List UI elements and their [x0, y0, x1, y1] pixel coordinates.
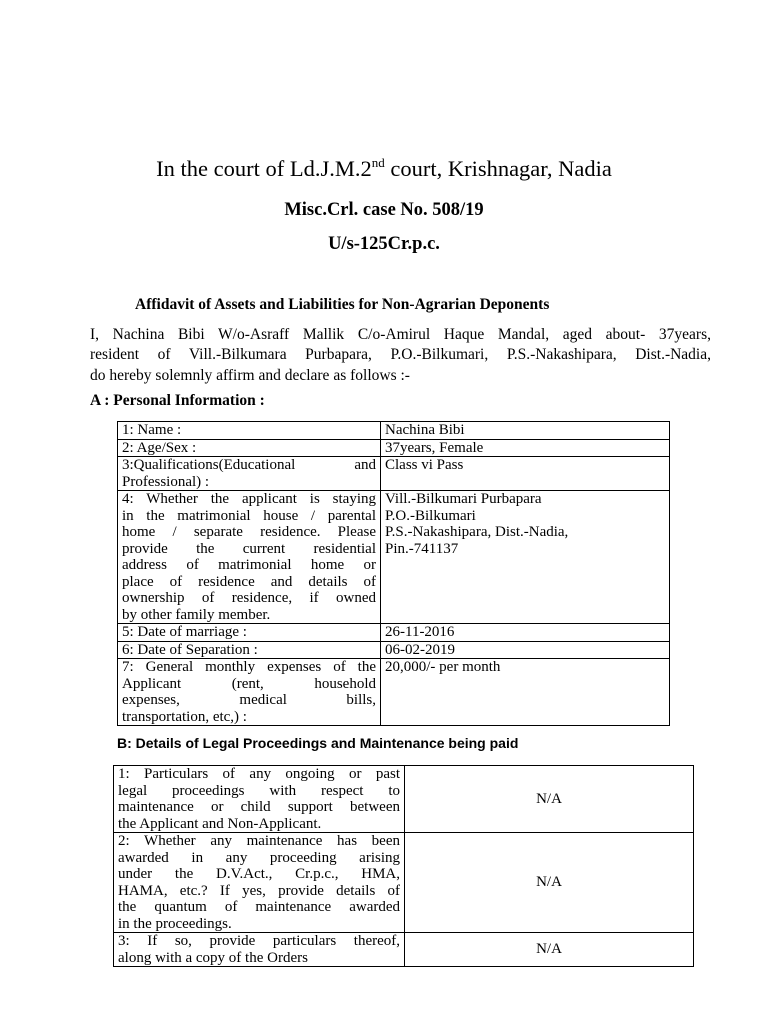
row-value-cell: [405, 833, 694, 933]
row-value: N/A: [536, 874, 562, 891]
row-label-line: legal proceedings with respect to: [118, 782, 400, 799]
row-value-line: Vill.-Bilkumari Purbapara: [385, 491, 542, 507]
row-label-cell: [118, 624, 381, 642]
row-label-cell: [118, 457, 381, 491]
row-label-line: the Applicant and Non-Applicant.: [118, 815, 322, 832]
row-label-cell: [118, 641, 381, 659]
row-label-line: 1: Particulars of any ongoing or past: [118, 766, 400, 782]
intro-line: resident of Vill.-Bilkumara Purbapara, P.O.-Bilkumari, P.S.-Nakashipara, Dist.-Nadia,: [90, 346, 711, 364]
row-label-cell: [114, 766, 405, 833]
row-label-line: expenses, medical bills,: [122, 692, 376, 708]
row-label-line: HAMA, etc.? If yes, provide details of: [118, 882, 400, 899]
row-value-cell: [381, 659, 670, 726]
row-value-line: 37years, Female: [385, 439, 484, 456]
intro-line: I, Nachina Bibi W/o-Asraff Mallik C/o-Amirul Haque Mandal, aged about- 37years,: [90, 326, 711, 343]
row-label-cell: [114, 833, 405, 933]
row-label-line: Applicant (rent, household: [122, 675, 376, 692]
row-value: N/A: [536, 790, 562, 807]
row-label-line: awarded in any proceeding arising: [118, 849, 400, 866]
table-row: [114, 933, 694, 967]
row-value-line: 26-11-2016: [385, 624, 455, 640]
row-label-line: 4: Whether the applicant is staying: [122, 491, 376, 507]
row-label-line: provide the current residential: [122, 540, 376, 557]
row-value-line: 06-02-2019: [385, 641, 455, 658]
table-row: [118, 422, 670, 440]
row-value-cell: [381, 624, 670, 642]
section-a-heading: A : Personal Information :: [90, 392, 265, 409]
row-label-line: 2: Whether any maintenance has been: [118, 833, 400, 849]
row-label-line: in the proceedings.: [118, 915, 232, 932]
court-title-pre: In the court of Ld.J.M.2: [156, 156, 372, 181]
table-row: [114, 766, 694, 833]
section-reference: U/s-125Cr.p.c.: [328, 234, 440, 254]
intro-paragraph: [90, 325, 711, 386]
row-value-cell: [381, 439, 670, 457]
row-label-line: home / separate residence. Please: [122, 524, 376, 540]
court-title: [0, 156, 768, 182]
table-row: [114, 833, 694, 933]
row-label-line: 5: Date of marriage :: [122, 624, 247, 640]
row-value-cell: [405, 933, 694, 967]
table-row: [118, 641, 670, 659]
row-value-cell: [381, 457, 670, 491]
table-row: [118, 491, 670, 624]
row-label-line: along with a copy of the Orders: [118, 949, 308, 966]
row-label-line: in the matrimonial house / parental: [122, 507, 376, 524]
section-b-heading: B: Details of Legal Proceedings and Maintenance being paid: [117, 735, 519, 751]
row-label-line: the quantum of maintenance awarded: [118, 899, 400, 915]
row-label-line: address of matrimonial home or: [122, 557, 376, 573]
row-value-cell: [381, 491, 670, 624]
row-label-line: 3:Qualifications(Educational and: [122, 457, 376, 473]
row-label-cell: [118, 439, 381, 457]
row-value-cell: [405, 766, 694, 833]
row-value-line: 20,000/- per month: [385, 659, 501, 675]
row-label-line: place of residence and details of: [122, 573, 376, 590]
legal-proceedings-table: [113, 765, 694, 967]
row-label-line: maintenance or child support between: [118, 799, 400, 815]
row-label-line: 6: Date of Separation :: [122, 641, 258, 658]
row-label-line: transportation, etc,) :: [122, 708, 247, 725]
row-label-line: by other family member.: [122, 606, 271, 623]
row-value-line: Class vi Pass: [385, 457, 464, 473]
row-value-line: P.S.-Nakashipara, Dist.-Nadia,: [385, 524, 569, 540]
row-label-line: 1: Name :: [122, 422, 182, 438]
row-value-line: P.O.-Bilkumari: [385, 507, 476, 524]
row-label-cell: [118, 491, 381, 624]
case-number: Misc.Crl. case No. 508/19: [284, 200, 484, 220]
court-title-post: court, Krishnagar, Nadia: [384, 156, 612, 181]
row-label-cell: [114, 933, 405, 967]
row-label-line: 7: General monthly expenses of the: [122, 659, 376, 675]
row-label-cell: [118, 422, 381, 440]
row-value-line: Nachina Bibi: [385, 422, 465, 438]
table-row: [118, 457, 670, 491]
row-label-line: Professional) :: [122, 473, 210, 490]
court-title-sup: nd: [371, 155, 385, 170]
personal-info-table: [117, 421, 670, 726]
row-value-line: Pin.-741137: [385, 540, 459, 557]
table-row: [118, 624, 670, 642]
row-label-cell: [118, 659, 381, 726]
row-label-line: ownership of residence, if owned: [122, 590, 376, 606]
intro-line: do hereby solemnly affirm and declare as follows :-: [90, 366, 410, 384]
row-value-cell: [381, 422, 670, 440]
row-label-line: 2: Age/Sex :: [122, 439, 197, 456]
row-label-line: under the D.V.Act., Cr.p.c., HMA,: [118, 866, 400, 882]
table-row: [118, 659, 670, 726]
row-value: N/A: [536, 941, 562, 958]
row-value-cell: [381, 641, 670, 659]
affidavit-heading: Affidavit of Assets and Liabilities for Non-Agrarian Deponents: [135, 296, 550, 313]
row-label-line: 3: If so, provide particulars thereof,: [118, 933, 400, 949]
table-row: [118, 439, 670, 457]
